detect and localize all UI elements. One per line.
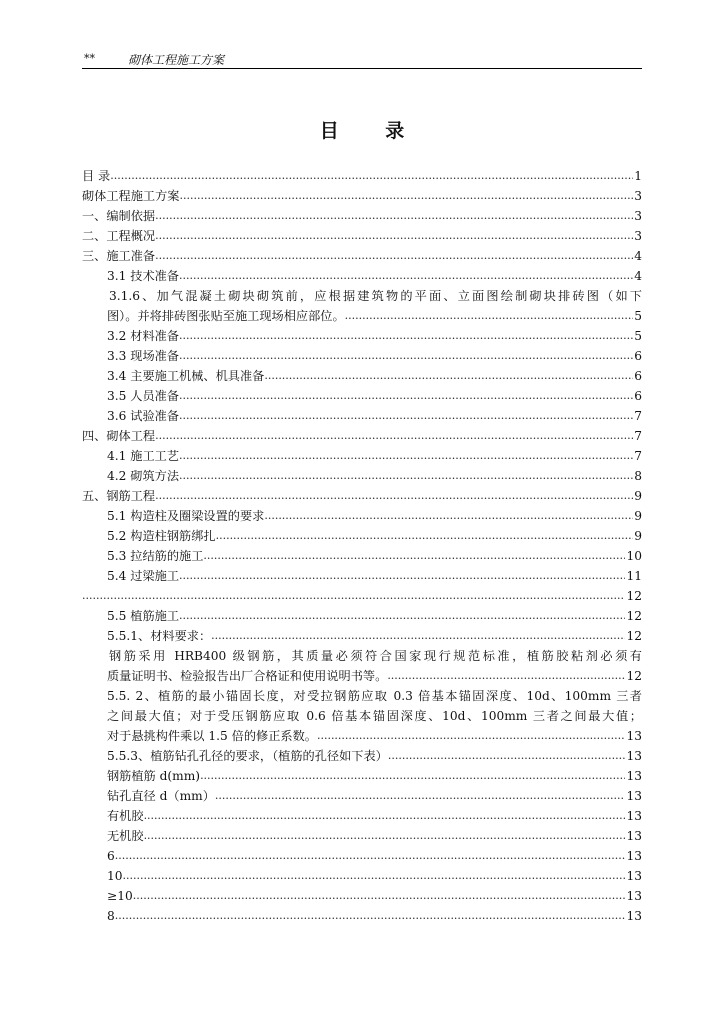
toc-label: 3.5 人员准备 — [107, 389, 180, 403]
toc-page: 13 — [626, 769, 642, 783]
toc-label: 8 — [107, 909, 115, 923]
toc-entry[interactable] — [82, 606, 642, 626]
header-mark: ** — [84, 52, 95, 65]
toc-entry[interactable] — [82, 766, 642, 786]
dot-leader — [216, 526, 634, 546]
toc-page: 4 — [634, 269, 642, 283]
table-of-contents — [82, 166, 642, 926]
dot-leader — [155, 226, 633, 246]
dot-leader — [155, 426, 633, 446]
toc-entry[interactable] — [82, 326, 642, 346]
toc-label: 4.1 施工工艺 — [107, 449, 180, 463]
toc-label: 无机胶 — [107, 829, 144, 843]
toc-page: 5 — [634, 309, 642, 323]
toc-label: 5.2 构造柱钢筋绑扎 — [107, 529, 216, 543]
toc-page: 7 — [634, 449, 642, 463]
toc-entry[interactable] — [82, 266, 642, 286]
toc-entry[interactable] — [82, 246, 642, 266]
toc-entry[interactable] — [82, 846, 642, 866]
toc-label: 3.4 主要施工机械、机具准备 — [107, 369, 265, 383]
toc-page: 13 — [626, 869, 642, 883]
dot-leader — [155, 206, 633, 226]
dot-leader — [264, 366, 633, 386]
dot-leader — [264, 506, 633, 526]
toc-label: 6 — [107, 849, 115, 863]
dot-leader — [115, 906, 626, 926]
toc-label: 钻孔直径 d（mm） — [107, 789, 215, 803]
toc-page: 12 — [626, 669, 642, 683]
toc-entry-last-line — [82, 726, 642, 746]
dot-leader — [179, 606, 625, 626]
dot-leader — [345, 306, 634, 326]
toc-entry[interactable] — [82, 426, 642, 446]
toc-label: 5.5.1、材料要求： — [107, 629, 212, 643]
toc-page: 6 — [634, 369, 642, 383]
dot-leader — [200, 766, 625, 786]
toc-page: 13 — [626, 729, 642, 743]
toc-page: 9 — [634, 489, 642, 503]
toc-page: 1 — [634, 169, 642, 183]
header-title: 砌体工程施工方案 — [128, 53, 225, 67]
dot-leader — [388, 746, 626, 766]
toc-page: 12 — [626, 589, 642, 603]
dot-leader — [144, 806, 626, 826]
toc-entry[interactable] — [82, 886, 642, 906]
toc-label: 砌体工程施工方案 — [82, 189, 180, 203]
toc-page: 9 — [634, 529, 642, 543]
toc-entry[interactable] — [82, 586, 642, 606]
dot-leader — [179, 326, 633, 346]
toc-entry[interactable] — [82, 466, 642, 486]
dot-leader — [82, 586, 625, 606]
dot-leader — [179, 406, 633, 426]
toc-entry-multiline[interactable] — [82, 286, 642, 326]
dot-leader — [203, 546, 625, 566]
toc-label: 3.3 现场准备 — [107, 349, 180, 363]
toc-entry-multiline[interactable] — [82, 646, 642, 686]
toc-page: 12 — [626, 629, 642, 643]
toc-entry[interactable] — [82, 346, 642, 366]
toc-entry[interactable] — [82, 546, 642, 566]
toc-page: 13 — [626, 829, 642, 843]
toc-label: 有机胶 — [107, 809, 144, 823]
toc-page: 7 — [634, 409, 642, 423]
toc-label: ≥10 — [107, 889, 133, 903]
dot-leader — [110, 166, 633, 186]
header-divider — [82, 68, 642, 69]
toc-page: 13 — [626, 849, 642, 863]
dot-leader — [179, 446, 633, 466]
toc-entry[interactable] — [82, 746, 642, 766]
page-title: 目 录 — [319, 120, 425, 142]
toc-label: 4.2 砌筑方法 — [107, 469, 180, 483]
toc-label: 钢筋植筋 d(mm) — [107, 769, 201, 783]
toc-entry[interactable] — [82, 626, 642, 646]
toc-text-line: 之间最大值；对于受压钢筋应取 0.6 倍基本锚固深度、10d、100mm 三者之间最大值； — [107, 709, 642, 723]
toc-label: 5.4 过梁施工 — [107, 569, 180, 583]
dot-leader — [179, 386, 633, 406]
toc-page: 6 — [634, 349, 642, 363]
dot-leader — [123, 866, 626, 886]
toc-label: 5.5.3、植筋钻孔孔径的要求，（植筋的孔径如下表） — [107, 749, 388, 763]
toc-text-line: 钢筋采用 HRB400 级钢筋，其质量必须符合国家现行规范标准，植筋胶粘剂必须有 — [109, 649, 642, 663]
toc-label: 图）。并将排砖图张贴至施工现场相应部位。 — [107, 309, 345, 323]
toc-entry[interactable] — [82, 806, 642, 826]
toc-entry-multiline[interactable] — [82, 686, 642, 746]
toc-entry[interactable] — [82, 226, 642, 246]
toc-entry[interactable] — [82, 866, 642, 886]
dot-leader — [387, 666, 625, 686]
toc-entry[interactable] — [82, 386, 642, 406]
toc-page: 11 — [626, 569, 642, 583]
toc-page: 13 — [626, 889, 642, 903]
toc-entry[interactable] — [82, 366, 642, 386]
toc-page: 13 — [626, 809, 642, 823]
toc-label: 3.2 材料准备 — [107, 329, 180, 343]
dot-leader — [155, 246, 633, 266]
toc-page: 9 — [634, 509, 642, 523]
toc-label: 对于悬挑构件乘以 1.5 倍的修正系数。 — [107, 729, 317, 743]
toc-label: 一、编制依据 — [82, 209, 156, 223]
dot-leader — [133, 886, 626, 906]
toc-page: 8 — [634, 469, 642, 483]
toc-entry[interactable] — [82, 486, 642, 506]
toc-page: 5 — [634, 329, 642, 343]
toc-label: 5.3 拉结筋的施工 — [107, 549, 204, 563]
toc-entry[interactable] — [82, 506, 642, 526]
toc-entry[interactable] — [82, 906, 642, 926]
toc-entry[interactable] — [82, 186, 642, 206]
dot-leader — [144, 826, 626, 846]
toc-entry[interactable] — [82, 406, 642, 426]
toc-page: 13 — [626, 789, 642, 803]
toc-entry[interactable] — [82, 446, 642, 466]
dot-leader — [115, 846, 626, 866]
toc-label: 质量证明书、检验报告出厂合格证和使用说明书等。 — [107, 669, 388, 683]
toc-page: 12 — [626, 609, 642, 623]
toc-page: 13 — [626, 909, 642, 923]
toc-entry-last-line — [82, 306, 642, 326]
toc-label: 5.1 构造柱及圈梁设置的要求 — [107, 509, 265, 523]
toc-page: 4 — [634, 249, 642, 263]
dot-leader — [180, 186, 634, 206]
toc-entry[interactable] — [82, 166, 642, 186]
toc-text-line: 3.1.6、加气混凝土砌块砌筑前，应根据建筑物的平面、立面图绘制砌块排砖图（如下 — [109, 289, 642, 303]
toc-label: 3.1 技术准备 — [107, 269, 180, 283]
toc-entry[interactable] — [82, 206, 642, 226]
toc-page: 7 — [634, 429, 642, 443]
toc-entry[interactable] — [82, 786, 642, 806]
toc-label: 目 录 — [82, 169, 111, 183]
dot-leader — [179, 346, 633, 366]
toc-label: 10 — [107, 869, 123, 883]
toc-page: 3 — [634, 189, 642, 203]
toc-page: 13 — [626, 749, 642, 763]
dot-leader — [179, 266, 633, 286]
dot-leader — [179, 566, 625, 586]
toc-page: 6 — [634, 389, 642, 403]
toc-page: 3 — [634, 209, 642, 223]
toc-label: 四、砌体工程 — [82, 429, 156, 443]
toc-text-line: 5.5. 2、植筋的最小锚固长度，对受拉钢筋应取 0.3 倍基本锚固深度、10d、100mm 三者 — [107, 689, 642, 703]
toc-label: 二、工程概况 — [82, 229, 156, 243]
toc-entry[interactable] — [82, 566, 642, 586]
dot-leader — [179, 466, 633, 486]
toc-label: 5.5 植筋施工 — [107, 609, 180, 623]
dot-leader — [215, 786, 626, 806]
toc-entry[interactable] — [82, 826, 642, 846]
dot-leader — [317, 726, 626, 746]
dot-leader — [155, 486, 633, 506]
toc-page: 10 — [626, 549, 642, 563]
toc-entry[interactable] — [82, 526, 642, 546]
toc-label: 3.6 试验准备 — [107, 409, 180, 423]
toc-label: 三、施工准备 — [82, 249, 156, 263]
dot-leader — [211, 626, 625, 646]
toc-entry-last-line — [82, 666, 642, 686]
toc-label: 五、钢筋工程 — [82, 489, 156, 503]
toc-page: 3 — [634, 229, 642, 243]
